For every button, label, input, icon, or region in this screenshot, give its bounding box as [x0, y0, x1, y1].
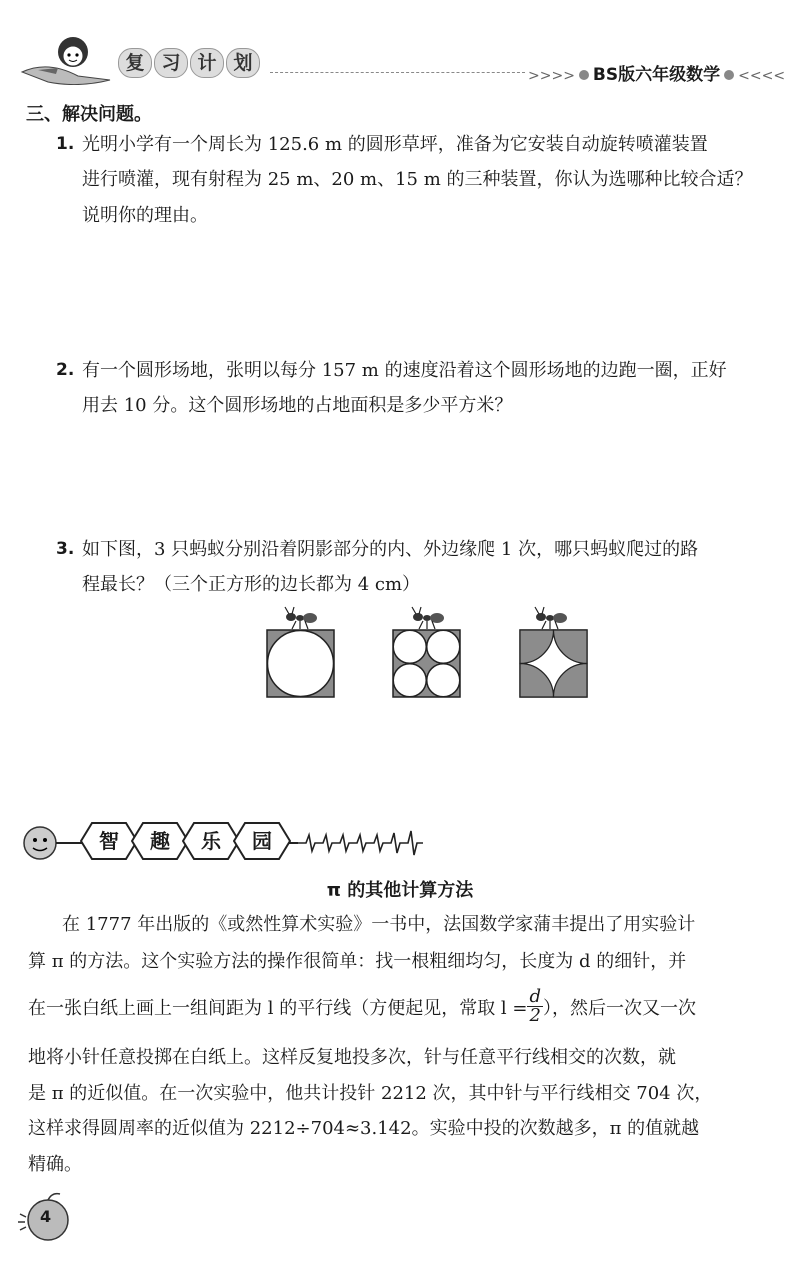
ant-figures	[255, 600, 600, 700]
fraction	[527, 988, 543, 1025]
figure-b	[393, 630, 460, 697]
paragraph-text: ），然后一次又一次	[543, 997, 697, 1019]
paragraph-line: 算 π 的方法。这个实验方法的操作很简单：找一根粗细均匀，长度为 d 的细针，并	[28, 951, 687, 972]
header-title-char: 习	[154, 48, 188, 78]
bullet-icon	[724, 70, 734, 80]
header-title-char: 计	[190, 48, 224, 78]
page-number: 4	[40, 1207, 52, 1226]
question-3-line: 程最长？（三个正方形的边长都为 4 cm）	[82, 574, 421, 595]
question-2-line: 有一个圆形场地，张明以每分 157 m 的速度沿着这个圆形场地的边跑一圈，正好	[82, 360, 727, 381]
bullet-icon	[579, 70, 589, 80]
header-mascot-icon	[18, 30, 118, 85]
fun-label-hex	[131, 821, 189, 861]
page-number-badge	[14, 1190, 74, 1245]
paragraph-line: 地将小针任意投掷在白纸上。这样反复地投多次，针与任意平行线相交的次数，就	[28, 1047, 676, 1068]
fun-label-char: 乐	[201, 829, 221, 853]
fun-label-char: 趣	[150, 829, 170, 853]
paragraph-line: 精确。	[28, 1154, 82, 1175]
question-number: 3.	[56, 539, 75, 559]
paragraph-line-with-fraction	[28, 988, 696, 1025]
question-number: 1.	[56, 134, 75, 154]
header-book-label	[528, 60, 785, 85]
paragraph-text: 在一张白纸上画上一组间距为 l 的平行线（方便起见，常取 l =	[28, 997, 528, 1019]
fun-title: π 的其他计算方法	[326, 880, 474, 901]
header-title-char: 划	[226, 48, 260, 78]
question-number: 2.	[56, 360, 75, 380]
paragraph-line: 这样求得圆周率的近似值为 2212÷704≈3.142。实验中投的次数越多，π 的值就越	[28, 1118, 700, 1139]
header-divider	[270, 72, 525, 73]
ant-icon	[412, 607, 444, 629]
paragraph-line: 在 1777 年出版的《或然性算术实验》一书中，法国数学家蒲丰提出了用实验计	[62, 914, 696, 935]
section-title: 三、解决问题。	[26, 104, 152, 125]
figure-a	[267, 630, 334, 697]
fraction-denominator: 2	[529, 1005, 541, 1026]
figure-c	[520, 630, 587, 697]
fraction-numerator: d	[529, 986, 542, 1007]
header-arrows-left: >>>>	[528, 68, 575, 84]
question-1-line: 光明小学有一个周长为 125.6 m 的圆形草坪，准备为它安装自动旋转喷灌装置	[82, 134, 708, 155]
header-arrows-right: <<<<	[738, 68, 786, 84]
fun-label-char: 园	[252, 829, 272, 853]
header-title	[118, 48, 260, 78]
fun-label-hex	[233, 821, 291, 861]
fun-label-char: 智	[99, 829, 119, 853]
paragraph-line: 是 π 的近似值。在一次实验中，他共计投针 2212 次，其中针与平行线相交 704 次，	[28, 1083, 713, 1104]
header-title-char: 复	[118, 48, 152, 78]
question-1-line: 说明你的理由。	[82, 205, 208, 226]
fun-label-hex	[80, 821, 138, 861]
ant-icon	[285, 607, 317, 629]
fun-label-hex	[182, 821, 240, 861]
question-2-line: 用去 10 分。这个圆形场地的占地面积是多少平方米？	[82, 395, 513, 416]
ant-icon	[535, 607, 567, 629]
question-3-line: 如下图，3 只蚂蚁分别沿着阴影部分的内、外边缘爬 1 次，哪只蚂蚁爬过的路	[82, 539, 699, 560]
header-book: BS版六年级数学	[592, 65, 721, 85]
question-1-line: 进行喷灌，现有射程为 25 m、20 m、15 m 的三种装置，你认为选哪种比较合适？	[82, 169, 753, 190]
